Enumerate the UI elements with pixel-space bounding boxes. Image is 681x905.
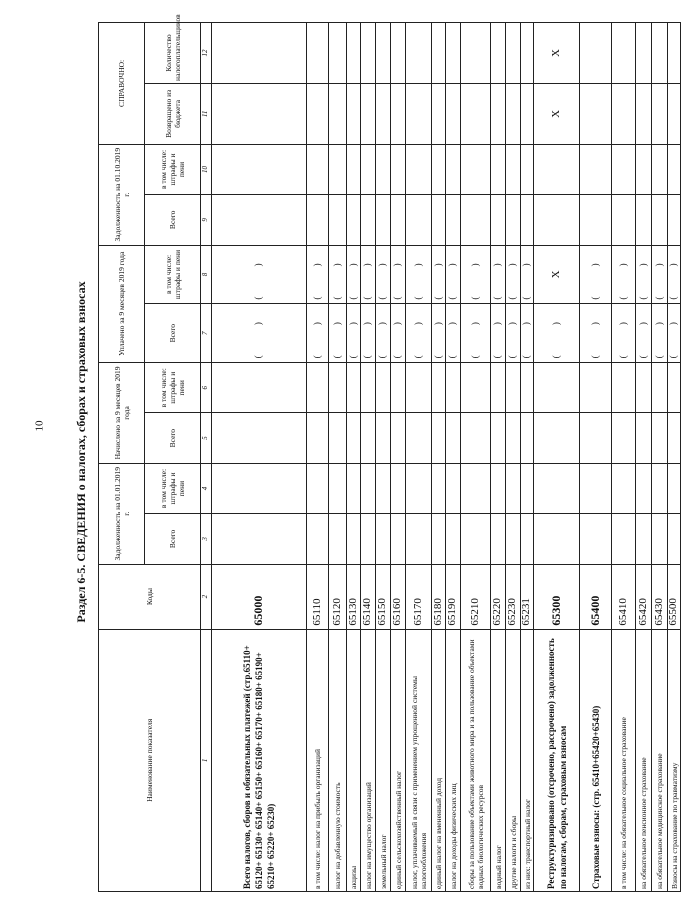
row-name: из них: транспортный налог [521,629,534,891]
table-row [391,23,406,892]
cell-debt-end-fines [612,144,636,194]
header-incl-fines: в том числе: штрафы и пени [145,245,201,304]
row-name: земельный налог [376,629,391,891]
cell-accrued-total [391,413,406,463]
cell-debt-start-fines [521,463,534,513]
cell-debt-end-fines [580,144,612,194]
cell-debt-end-total [534,195,580,245]
row-code: 65210 [461,564,491,629]
table-row [534,23,580,892]
column-number: 12 [201,23,212,84]
cell-accrued-total [406,413,432,463]
cell-refunded [521,83,534,144]
cell-accrued-fines [612,363,636,413]
row-name: на обязательное медицинское страхование [652,629,668,891]
cell-accrued-total [612,413,636,463]
cell-refunded [406,83,432,144]
row-code: 65190 [446,564,461,629]
cell-debt-end-total [347,195,361,245]
cell-accrued-fines [506,363,521,413]
cell-paid-total: ( ) [652,304,668,363]
cell-refunded [329,83,347,144]
cell-paid-total: ( ) [391,304,406,363]
cell-debt-end-fines [391,144,406,194]
cell-accrued-fines [580,363,612,413]
cell-debt-end-total [361,195,376,245]
cell-accrued-fines [668,363,681,413]
cell-paid-fines: ( ) [406,245,432,304]
cell-debt-end-total [636,195,652,245]
row-name: Взносы на страхование по травматизму [668,629,681,891]
cell-refunded [636,83,652,144]
cell-paid-total: ( ) [307,304,329,363]
row-name: Страховые взносы: (стр. 65410+65420+65430) [580,629,612,891]
cell-taxpayers-count [506,23,521,84]
page-number: 10 [33,420,46,432]
cell-accrued-total [446,413,461,463]
table-row [491,23,506,892]
cell-debt-end-total [446,195,461,245]
cell-accrued-fines [212,363,307,413]
cell-paid-fines: ( ) [212,245,307,304]
row-code: 65231 [521,564,534,629]
cell-debt-end-fines [534,144,580,194]
cell-debt-start-total [406,514,432,564]
cell-paid-total: ( ) [636,304,652,363]
table-body [201,23,681,892]
cell-paid-fines: ( ) [652,245,668,304]
row-name: акцизы [347,629,361,891]
cell-debt-start-fines [347,463,361,513]
cell-paid-total: ( ) [329,304,347,363]
row-name: налог на добавленную стоимость [329,629,347,891]
cell-paid-total: ( ) [668,304,681,363]
header-accrued: Начислено за 9 месяцев 2019 года [99,363,145,464]
cell-debt-end-total [212,195,307,245]
header-debt-start: Задолженность на 01.01.2019 г. [99,463,145,564]
row-name: налог на доходы физических лиц [446,629,461,891]
row-code: 65160 [391,564,406,629]
row-name: водный налог [491,629,506,891]
cell-debt-start-total [432,514,446,564]
row-code: 65420 [636,564,652,629]
row-code: 65500 [668,564,681,629]
cell-accrued-fines [391,363,406,413]
cell-taxpayers-count [580,23,612,84]
cell-taxpayers-count [406,23,432,84]
column-number: 1 [201,629,212,891]
cell-debt-end-fines [668,144,681,194]
row-name: сборы за пользование объектами животного мира и за пользование объектами водных биологических ресурсов [461,629,491,891]
cell-debt-start-fines [491,463,506,513]
cell-accrued-total [636,413,652,463]
cell-paid-total: ( ) [212,304,307,363]
cell-debt-start-fines [406,463,432,513]
cell-debt-end-fines [491,144,506,194]
cell-debt-start-total [636,514,652,564]
table-row [636,23,652,892]
row-name: в том числе: налог на прибыль организаций [307,629,329,891]
cell-refunded [580,83,612,144]
cell-accrued-total [307,413,329,463]
row-code: 65110 [307,564,329,629]
cell-accrued-total [361,413,376,463]
cell-paid-total: ( ) [406,304,432,363]
table-row [652,23,668,892]
table-row [521,23,534,892]
cell-debt-start-fines [307,463,329,513]
column-number: 11 [201,83,212,144]
cell-paid-total: ( ) [491,304,506,363]
cell-paid-total: ( ) [534,304,580,363]
cell-debt-start-total [491,514,506,564]
row-name: налог, уплачиваемый в связи с применением упрощенной системы налогообложения [406,629,432,891]
cell-taxpayers-count: X [534,23,580,84]
cell-paid-fines: ( ) [446,245,461,304]
cell-refunded [461,83,491,144]
row-name: единый налог на вмененный доход [432,629,446,891]
cell-debt-end-total [612,195,636,245]
table-row [461,23,491,892]
cell-debt-end-total [329,195,347,245]
cell-accrued-fines [329,363,347,413]
cell-debt-end-fines [307,144,329,194]
cell-debt-end-fines [406,144,432,194]
column-number: 5 [201,413,212,463]
header-incl-fines: в том числе: штрафы и пени [145,144,201,194]
row-name: на обязательное пенсионное страхование [636,629,652,891]
cell-debt-start-fines [361,463,376,513]
cell-paid-total: ( ) [432,304,446,363]
cell-taxpayers-count [329,23,347,84]
table-row [361,23,376,892]
cell-debt-start-fines [329,463,347,513]
cell-taxpayers-count [491,23,506,84]
cell-debt-start-total [534,514,580,564]
cell-accrued-fines [361,363,376,413]
cell-paid-fines: ( ) [391,245,406,304]
cell-debt-end-total [580,195,612,245]
cell-debt-start-fines [461,463,491,513]
header-incl-fines: в том числе: штрафы и пени [145,363,201,413]
header-debt-end: Задолженность на 01.10.2019 г. [99,144,145,245]
cell-refunded [307,83,329,144]
cell-debt-start-total [212,514,307,564]
cell-debt-end-fines [652,144,668,194]
rotated-page [66,12,680,892]
row-code: 65140 [361,564,376,629]
cell-accrued-fines [521,363,534,413]
cell-accrued-total [668,413,681,463]
cell-accrued-total [521,413,534,463]
row-code: 65300 [534,564,580,629]
row-code: 65150 [376,564,391,629]
cell-accrued-total [432,413,446,463]
header-reference: СПРАВОЧНО: [99,23,145,145]
cell-paid-fines: ( ) [636,245,652,304]
row-code: 65130 [347,564,361,629]
cell-paid-fines: ( ) [668,245,681,304]
cell-paid-fines: ( ) [461,245,491,304]
cell-accrued-total [329,413,347,463]
table-row [580,23,612,892]
column-number: 7 [201,304,212,363]
header-paid: Уплачено за 9 месяцев 2019 года [99,245,145,363]
cell-debt-start-total [580,514,612,564]
cell-paid-fines: ( ) [347,245,361,304]
row-name: в том числе: на обязательное социальное страхование [612,629,636,891]
cell-paid-total: ( ) [612,304,636,363]
header-incl-fines: в том числе: штрафы и пени [145,463,201,513]
cell-debt-start-fines [636,463,652,513]
cell-debt-end-fines [376,144,391,194]
cell-refunded [506,83,521,144]
cell-debt-end-fines [461,144,491,194]
table-row [446,23,461,892]
cell-debt-start-fines [612,463,636,513]
row-code: 65180 [432,564,446,629]
cell-accrued-total [376,413,391,463]
cell-debt-start-fines [212,463,307,513]
column-number: 9 [201,195,212,245]
header-name: Наименование показателя [99,629,201,891]
cell-debt-end-total [432,195,446,245]
cell-paid-fines: ( ) [376,245,391,304]
row-code: 65400 [580,564,612,629]
cell-debt-start-fines [668,463,681,513]
cell-debt-end-fines [446,144,461,194]
cell-debt-end-fines [361,144,376,194]
header-taxpayers-count: Количество налогоплательщиков [145,23,201,84]
cell-debt-end-fines [432,144,446,194]
cell-paid-total: ( ) [376,304,391,363]
cell-taxpayers-count [347,23,361,84]
cell-refunded [376,83,391,144]
cell-paid-fines: ( ) [491,245,506,304]
tax-table [98,14,681,892]
cell-taxpayers-count [446,23,461,84]
cell-paid-fines: ( ) [361,245,376,304]
column-number: 4 [201,463,212,513]
cell-paid-total: ( ) [506,304,521,363]
cell-debt-end-fines [636,144,652,194]
cell-accrued-fines [636,363,652,413]
row-code: 65410 [612,564,636,629]
row-code: 65220 [491,564,506,629]
cell-paid-fines: X [534,245,580,304]
table-row [668,23,681,892]
section-title: Раздел 6-5. СВЕДЕНИЯ о налогах, сборах и страховых взносах [74,281,88,623]
cell-taxpayers-count [361,23,376,84]
cell-debt-end-fines [347,144,361,194]
cell-accrued-fines [491,363,506,413]
cell-taxpayers-count [391,23,406,84]
table-row [432,23,446,892]
row-name: Реструктуризировано (отсрочено, рассрочено) задолженность по налогам, сборам, страховым взносам [534,629,580,891]
cell-refunded [361,83,376,144]
header-total: Всего [145,413,201,463]
cell-paid-total: ( ) [361,304,376,363]
cell-debt-end-total [668,195,681,245]
cell-accrued-fines [652,363,668,413]
cell-refunded [212,83,307,144]
table-row [406,23,432,892]
cell-debt-start-total [361,514,376,564]
cell-refunded [668,83,681,144]
cell-debt-start-total [329,514,347,564]
cell-accrued-total [491,413,506,463]
cell-paid-total: ( ) [446,304,461,363]
cell-debt-end-total [391,195,406,245]
cell-accrued-fines [432,363,446,413]
table-row [376,23,391,892]
cell-paid-fines: ( ) [521,245,534,304]
column-number: 2 [201,564,212,629]
cell-taxpayers-count [307,23,329,84]
cell-refunded [612,83,636,144]
cell-taxpayers-count [668,23,681,84]
cell-debt-end-fines [329,144,347,194]
column-numbers-row [201,23,212,892]
cell-paid-fines: ( ) [506,245,521,304]
cell-accrued-fines [446,363,461,413]
cell-debt-start-fines [432,463,446,513]
cell-debt-end-fines [506,144,521,194]
cell-accrued-fines [461,363,491,413]
cell-refunded: X [534,83,580,144]
cell-debt-end-total [652,195,668,245]
cell-paid-total: ( ) [347,304,361,363]
row-code: 65000 [212,564,307,629]
cell-accrued-fines [534,363,580,413]
cell-debt-start-total [652,514,668,564]
cell-taxpayers-count [212,23,307,84]
cell-debt-end-total [491,195,506,245]
table-row [307,23,329,892]
cell-debt-start-total [461,514,491,564]
cell-debt-start-total [446,514,461,564]
cell-debt-start-fines [580,463,612,513]
table-row [347,23,361,892]
cell-debt-start-total [391,514,406,564]
cell-accrued-total [580,413,612,463]
cell-refunded [347,83,361,144]
cell-taxpayers-count [432,23,446,84]
header-total: Всего [145,304,201,363]
cell-taxpayers-count [652,23,668,84]
cell-accrued-total [212,413,307,463]
cell-debt-start-total [612,514,636,564]
row-name: налог на имущество организаций [361,629,376,891]
cell-taxpayers-count [376,23,391,84]
header-total: Всего [145,514,201,564]
row-code: 65430 [652,564,668,629]
cell-debt-end-total [307,195,329,245]
cell-paid-total: ( ) [461,304,491,363]
cell-paid-fines: ( ) [307,245,329,304]
cell-accrued-fines [347,363,361,413]
cell-debt-end-total [376,195,391,245]
header-total: Всего [145,195,201,245]
cell-paid-total: ( ) [521,304,534,363]
cell-taxpayers-count [636,23,652,84]
column-number: 8 [201,245,212,304]
cell-taxpayers-count [612,23,636,84]
cell-accrued-total [506,413,521,463]
cell-taxpayers-count [461,23,491,84]
cell-paid-fines: ( ) [329,245,347,304]
row-name: единый сельскохозяйственный налог [391,629,406,891]
table-row [329,23,347,892]
cell-debt-end-total [506,195,521,245]
cell-accrued-fines [307,363,329,413]
row-code: 65230 [506,564,521,629]
cell-accrued-fines [376,363,391,413]
cell-paid-fines: ( ) [580,245,612,304]
cell-refunded [432,83,446,144]
column-number: 10 [201,144,212,194]
cell-debt-end-total [521,195,534,245]
cell-accrued-fines [406,363,432,413]
cell-refunded [391,83,406,144]
cell-accrued-total [652,413,668,463]
cell-debt-start-total [376,514,391,564]
cell-accrued-total [461,413,491,463]
cell-debt-start-fines [376,463,391,513]
cell-debt-start-fines [506,463,521,513]
cell-accrued-total [534,413,580,463]
cell-refunded [446,83,461,144]
cell-taxpayers-count [521,23,534,84]
cell-debt-start-total [521,514,534,564]
table-row [212,23,307,892]
cell-debt-start-fines [391,463,406,513]
cell-debt-end-total [461,195,491,245]
cell-refunded [652,83,668,144]
table-row [506,23,521,892]
cell-paid-fines: ( ) [612,245,636,304]
cell-debt-start-fines [652,463,668,513]
row-code: 65170 [406,564,432,629]
table-row [612,23,636,892]
cell-debt-start-total [307,514,329,564]
cell-paid-fines: ( ) [432,245,446,304]
row-name: Всего налогов, сборов и обязательных платежей (стр.65110+ 65120+ 65130+ 65140+ 65150+ 65160+ 65170+ 65180+ 65190+ 65210+ 65220+ 65230) [212,629,307,891]
row-code: 65120 [329,564,347,629]
header-code: Коды [99,564,201,629]
cell-debt-end-fines [212,144,307,194]
cell-paid-total: ( ) [580,304,612,363]
cell-debt-start-fines [446,463,461,513]
header-refunded: Возвращено из бюджета [145,83,201,144]
column-number: 3 [201,514,212,564]
cell-debt-start-total [347,514,361,564]
row-name: другие налоги и сборы [506,629,521,891]
cell-debt-start-total [668,514,681,564]
cell-debt-start-fines [534,463,580,513]
cell-refunded [491,83,506,144]
cell-accrued-total [347,413,361,463]
column-number: 6 [201,363,212,413]
cell-debt-start-total [506,514,521,564]
cell-debt-end-total [406,195,432,245]
cell-debt-end-fines [521,144,534,194]
